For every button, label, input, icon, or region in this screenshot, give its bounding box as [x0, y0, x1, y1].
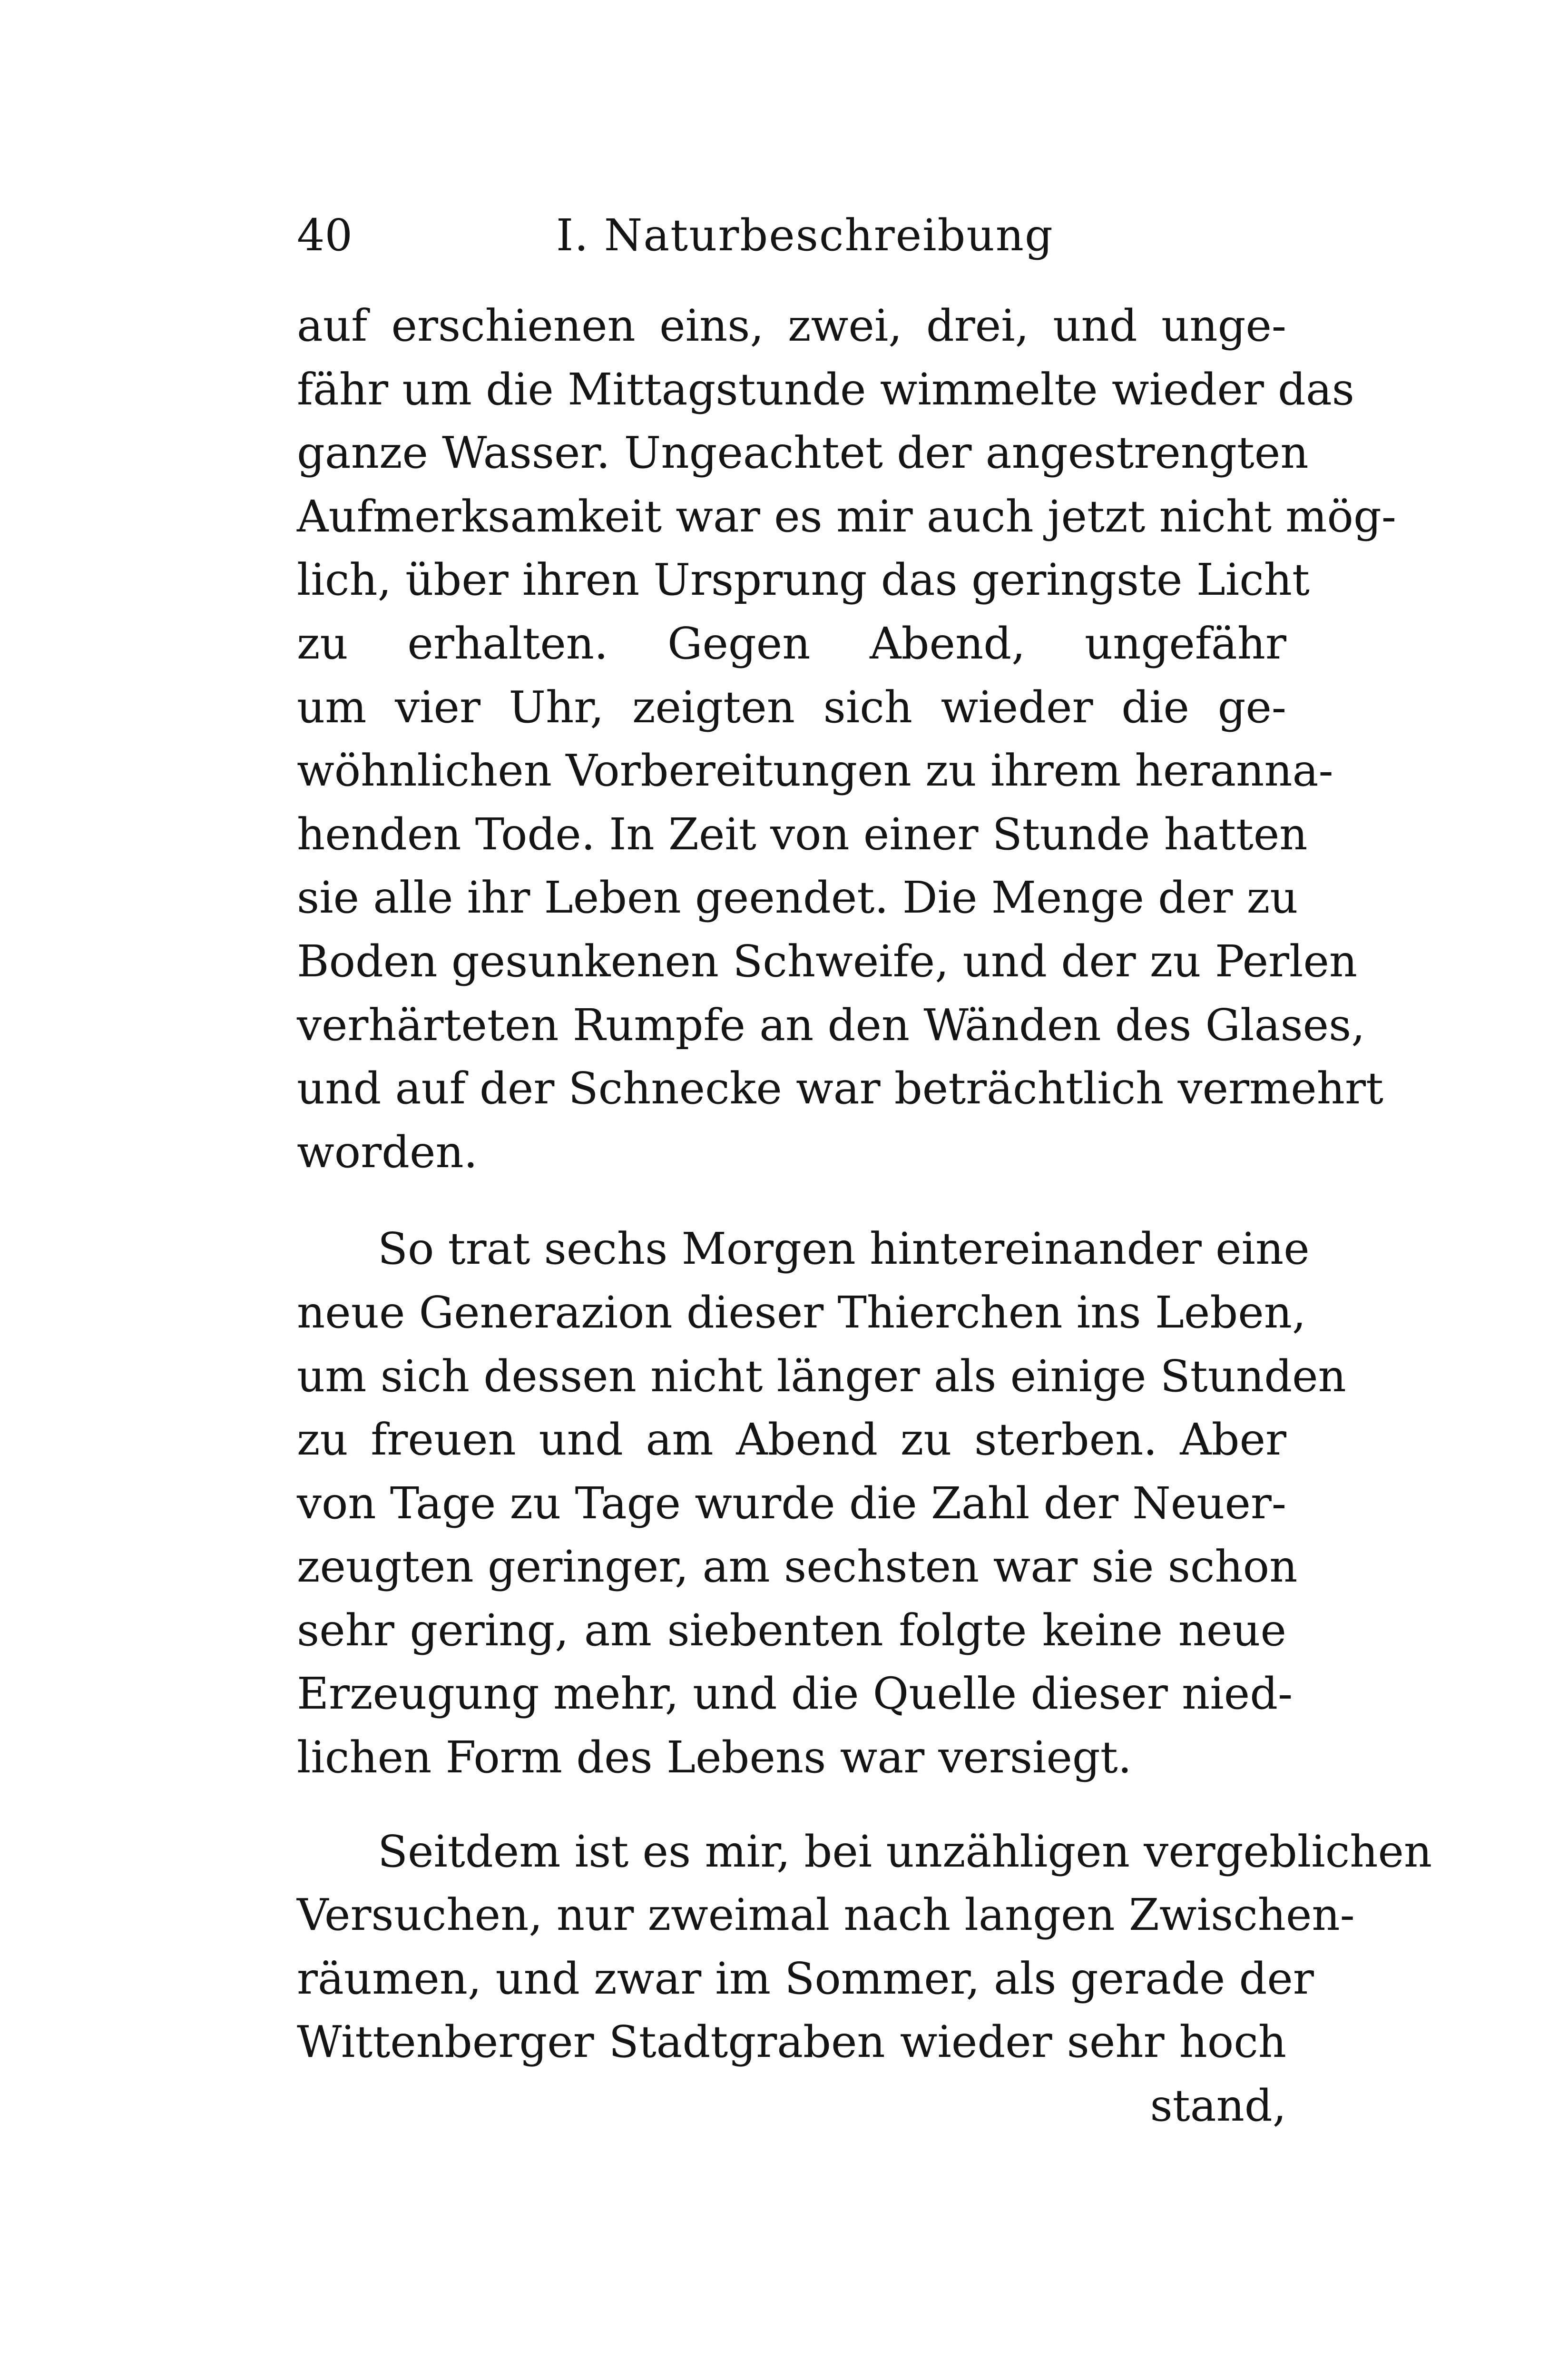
text-line: zu erhalten. Gegen Abend, ungefähr — [297, 618, 1286, 669]
text-line: sehr gering, am siebenten folgte keine neue — [297, 1604, 1286, 1656]
text-line: Erzeugung mehr, und die Quelle dieser nied- — [297, 1668, 1293, 1720]
text-line: fähr um die Mittagstunde wimmelte wieder das — [297, 364, 1355, 415]
text-line: Aufmerksamkeit war es mir auch jetzt nicht mög- — [297, 491, 1396, 542]
text-line: lichen Form des Lebens war versiegt. — [297, 1732, 1132, 1783]
paragraph-1 — [297, 294, 1396, 1184]
text-line: auf erschienen eins, zwei, drei, und unge- — [297, 300, 1286, 351]
running-head: I. Naturbeschreibung — [556, 210, 1054, 261]
paragraph-spacer — [297, 1789, 1286, 1820]
text-line: verhärteten Rumpfe an den Wänden des Glases, — [297, 999, 1365, 1051]
text-line: ganze Wasser. Ungeachtet der angestrengten — [297, 427, 1309, 479]
text-line: räumen, und zwar im Sommer, als gerade der — [297, 1953, 1314, 2004]
text-line: von Tage zu Tage wurde die Zahl der Neuer- — [297, 1477, 1286, 1529]
text-line: lich, über ihren Ursprung das geringste Licht — [297, 554, 1310, 606]
text-line: um sich dessen nicht länger als einige Stunden — [297, 1350, 1346, 1402]
text-line: zu freuen und am Abend zu sterben. Aber — [297, 1414, 1286, 1465]
text-line: zeugten geringer, am sechsten war sie schon — [297, 1541, 1298, 1593]
text-line: worden. — [297, 1126, 478, 1178]
text-line: Wittenberger Stadtgraben wieder sehr hoch — [297, 2016, 1286, 2068]
text-line: wöhnlichen Vorbereitungen zu ihrem heranna- — [297, 745, 1333, 796]
text-line: neue Generazion dieser Thierchen ins Leben, — [297, 1287, 1306, 1338]
text-line: um vier Uhr, zeigten sich wieder die ge- — [297, 681, 1286, 733]
paragraph-3 — [297, 1820, 1432, 2074]
text-line: sie alle ihr Leben geendet. Die Menge der zu — [297, 872, 1298, 924]
text-line: So trat sechs Morgen hintereinander eine — [378, 1223, 1310, 1275]
text-line: Boden gesunkenen Schweife, und der zu Perlen — [297, 935, 1358, 987]
page-number: 40 — [297, 210, 353, 261]
text-line: Seitdem ist es mir, bei unzähligen vergeblichen — [378, 1826, 1432, 1877]
paragraph-2 — [297, 1217, 1346, 1789]
paragraph-spacer — [297, 1184, 1286, 1217]
catchword: stand, — [1150, 2080, 1286, 2132]
page-header — [297, 200, 1296, 271]
text-line: und auf der Schnecke war beträchtlich vermehrt — [297, 1063, 1383, 1114]
body-text — [297, 294, 1432, 2138]
text-line: henden Tode. In Zeit von einer Stunde hatten — [297, 808, 1308, 860]
text-line: Versuchen, nur zweimal nach langen Zwischen- — [297, 1889, 1355, 1941]
